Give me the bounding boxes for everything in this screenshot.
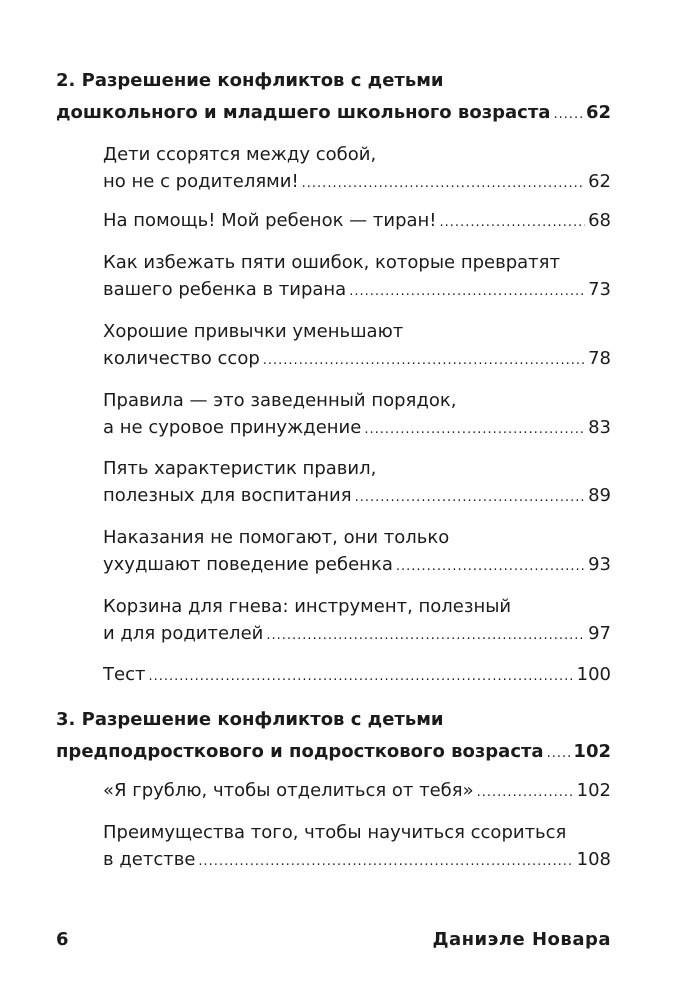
item-line1: Преимущества того, чтобы научиться ссориться [103, 822, 567, 843]
leader-dots [364, 413, 585, 447]
item-text: количество ссор [103, 348, 260, 369]
section-title-line2 [56, 96, 611, 130]
item-line1: Как избежать пяти ошибок, которые превратят [103, 252, 560, 273]
item-line1: Наказания не помогают, они только [103, 527, 450, 548]
section-title-text: дошкольного и младшего школьного возраста [56, 102, 551, 123]
section-page-number: 102 [573, 741, 611, 762]
item-line2 [103, 165, 611, 199]
item-text: полезных для воспитания [103, 485, 352, 506]
item-text: «Я грублю, чтобы отделиться от тебя» [103, 780, 474, 801]
item-page-number: 78 [588, 348, 611, 369]
item-line2 [103, 479, 611, 513]
item-page-number: 62 [588, 171, 611, 192]
item-page-number: 108 [576, 849, 611, 870]
item-page-number: 73 [588, 279, 611, 300]
item-page-number: 89 [588, 485, 611, 506]
item-text: вашего ребенка в тирана [103, 279, 347, 300]
leader-dots [396, 550, 585, 584]
leader-dots [355, 481, 586, 515]
item-line2 [103, 342, 611, 376]
page-number: 6 [56, 929, 69, 950]
page-footer [56, 923, 611, 957]
item-text: а не суровое принуждение [103, 417, 362, 438]
item-line2 [103, 617, 611, 651]
section-title-line1: 3. Разрешение конфликтов с детьми [56, 709, 444, 730]
item-line1 [103, 774, 611, 808]
item-page-number: 68 [588, 210, 611, 231]
leader-dots [198, 845, 573, 879]
item-line2 [103, 548, 611, 582]
item-page-number: 97 [588, 623, 611, 644]
leader-dots [440, 206, 586, 240]
item-page-number: 93 [588, 554, 611, 575]
item-page-number: 100 [576, 664, 611, 685]
item-text: но не с родителями! [103, 171, 299, 192]
leader-dots [477, 776, 574, 810]
item-line1: Пять характеристик правил, [103, 458, 377, 479]
leader-dots [266, 619, 585, 653]
section-page-number: 62 [585, 102, 611, 123]
item-text: в детстве [103, 849, 196, 870]
item-line1: Правила — это заведенный порядок, [103, 390, 457, 411]
leader-dots [349, 275, 585, 309]
section-title-text: предподросткового и подросткового возраста [56, 741, 544, 762]
item-line1 [103, 658, 611, 692]
item-line1 [103, 204, 611, 238]
item-line1: Дети ссорятся между собой, [103, 144, 377, 165]
item-text: Тест [103, 664, 146, 685]
leader-dots [547, 737, 571, 771]
item-page-number: 102 [576, 780, 611, 801]
section-title-line1: 2. Разрешение конфликтов с детьми [56, 70, 444, 91]
item-text: ухудшают поведение ребенка [103, 554, 393, 575]
item-line2 [103, 843, 611, 877]
leader-dots [148, 660, 573, 694]
item-text: На помощь! Мой ребенок — тиран! [103, 210, 437, 231]
item-line1: Корзина для гнева: инструмент, полезный [103, 596, 512, 617]
item-text: и для родителей [103, 623, 264, 644]
section-title-line2 [56, 735, 611, 769]
item-line2 [103, 411, 611, 445]
leader-dots [553, 98, 583, 132]
item-page-number: 83 [588, 417, 611, 438]
leader-dots [302, 167, 585, 201]
item-line2 [103, 273, 611, 307]
item-line1: Хорошие привычки уменьшают [103, 321, 404, 342]
author-name: Даниэле Новара [432, 929, 611, 950]
leader-dots [263, 344, 585, 378]
